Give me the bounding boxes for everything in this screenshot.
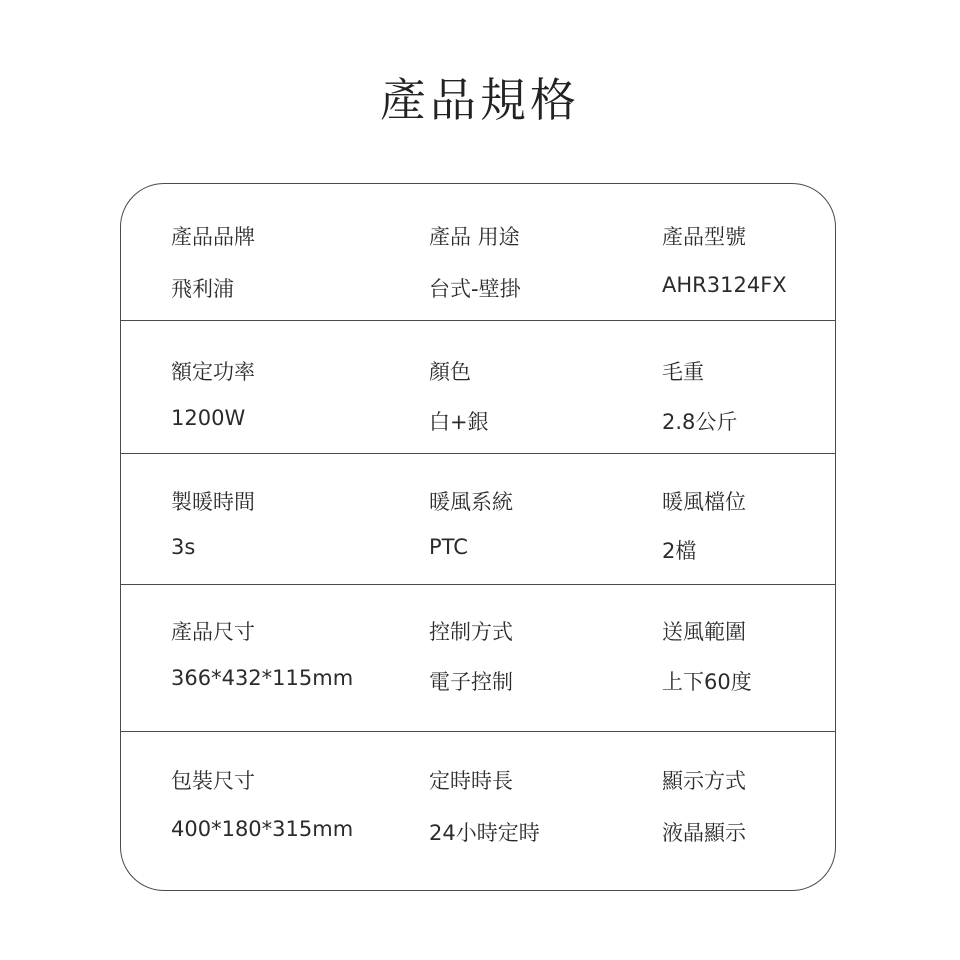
spec-row	[121, 584, 835, 731]
spec-value-usage: 台式-壁掛	[429, 277, 521, 301]
spec-value-heat-time: 3s	[171, 535, 196, 559]
spec-label-power: 額定功率	[171, 360, 255, 384]
spec-value-weight: 2.8公斤	[662, 410, 738, 434]
spec-value-package-size: 400*180*315mm	[171, 817, 354, 841]
spec-label-display: 顯示方式	[662, 769, 746, 793]
spec-label-heat-time: 製暖時間	[171, 490, 255, 514]
spec-row	[121, 731, 835, 891]
spec-value-heat-system: PTC	[429, 535, 468, 559]
spec-label-weight: 毛重	[662, 360, 704, 384]
page-title: 產品規格	[380, 73, 580, 127]
spec-row	[121, 320, 835, 453]
spec-label-brand: 產品品牌	[171, 225, 255, 249]
spec-label-heat-system: 暖風系統	[429, 490, 513, 514]
spec-row	[121, 184, 835, 320]
spec-value-control: 電子控制	[429, 670, 513, 694]
spec-value-display: 液晶顯示	[662, 821, 746, 845]
spec-table	[120, 183, 836, 891]
spec-value-airflow-range: 上下60度	[662, 670, 752, 694]
spec-label-heat-levels: 暖風檔位	[662, 490, 746, 514]
spec-value-timer: 24小時定時	[429, 821, 540, 845]
spec-value-color: 白+銀	[429, 410, 489, 434]
spec-label-control: 控制方式	[429, 620, 513, 644]
spec-label-airflow-range: 送風範圍	[662, 620, 746, 644]
spec-label-model: 產品型號	[662, 225, 746, 249]
spec-value-model: AHR3124FX	[662, 273, 787, 297]
spec-label-package-size: 包裝尺寸	[171, 769, 255, 793]
spec-value-brand: 飛利浦	[171, 277, 234, 301]
spec-label-color: 顏色	[429, 360, 471, 384]
spec-label-product-size: 產品尺寸	[171, 620, 255, 644]
spec-row	[121, 453, 835, 584]
spec-value-power: 1200W	[171, 406, 246, 430]
spec-value-heat-levels: 2檔	[662, 539, 697, 563]
spec-value-product-size: 366*432*115mm	[171, 666, 354, 690]
spec-label-usage: 產品 用途	[429, 225, 520, 249]
spec-label-timer: 定時時長	[429, 769, 513, 793]
